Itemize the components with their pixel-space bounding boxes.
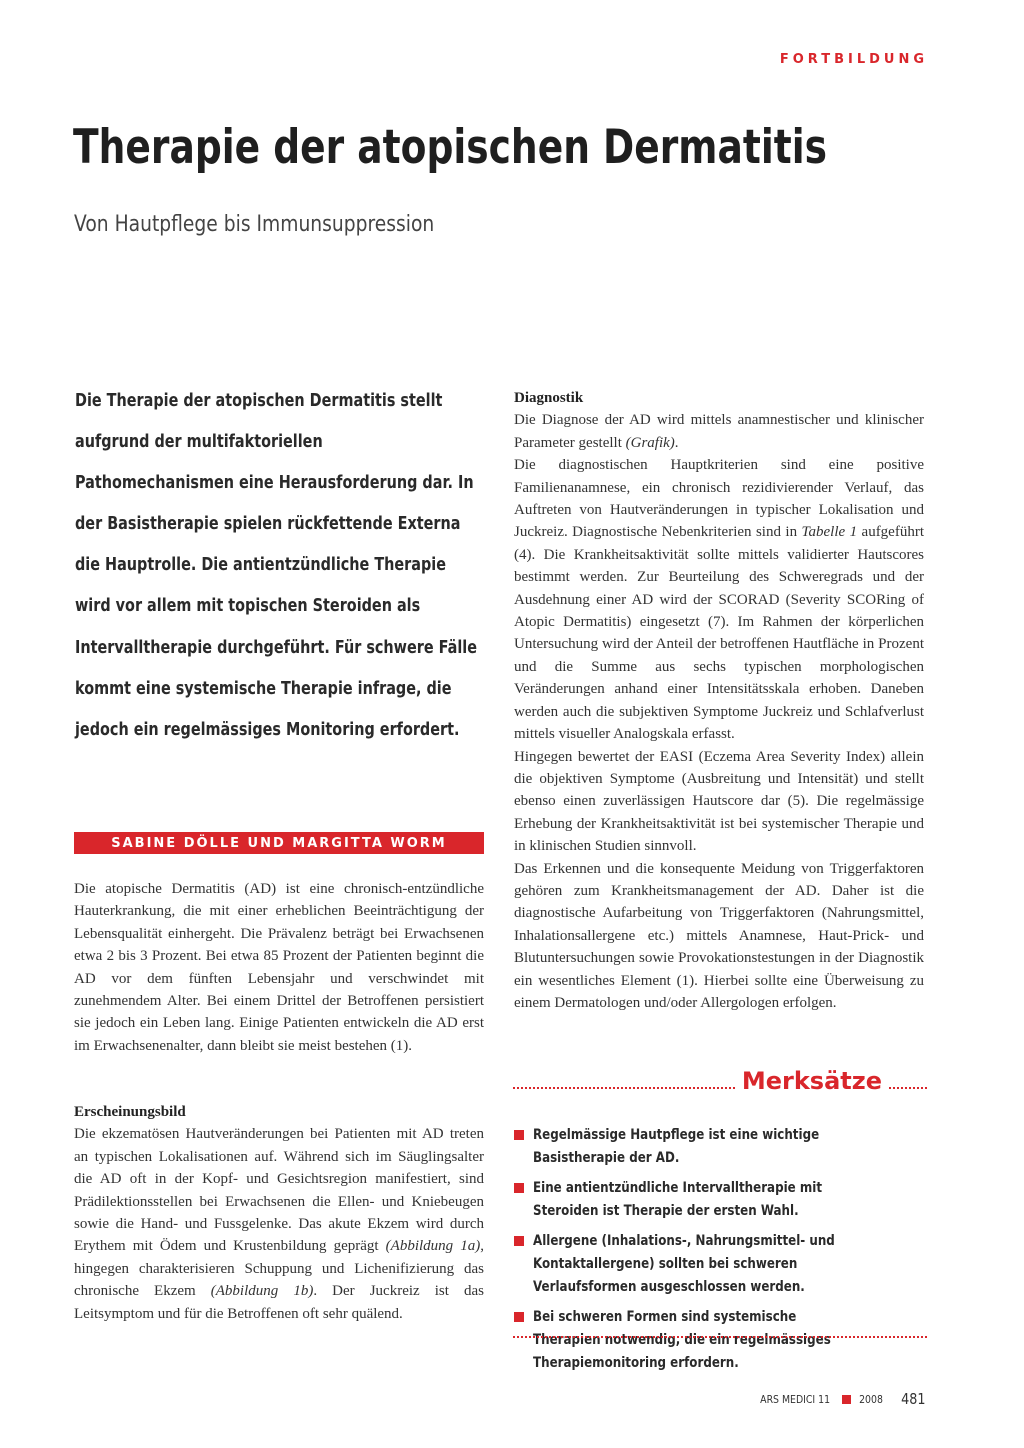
- merksaetze-list: [514, 1124, 926, 1382]
- issue-year: 2008: [859, 1392, 884, 1406]
- figure-reference: (Abbildung 1b): [210, 1283, 314, 1300]
- list-item: [514, 1230, 926, 1299]
- list-item-text: Bei schweren Formen sind systemische Therapien notwendig, die ein regelmässiges Therapiemonitoring erfordern.: [533, 1309, 831, 1371]
- table-reference: Tabelle 1: [801, 524, 858, 541]
- author-bar: [74, 832, 484, 854]
- section-erscheinungsbild: [74, 1101, 484, 1325]
- body-paragraph: Das Erkennen und die konsequente Meidung von Triggerfaktoren gehören zum Krankheitsmanagement der AD. Daher ist die diagnostische Aufarbeitung von Triggerfaktoren (Nahrungsmittel, Inhalationsallergene etc.) mittels Anamnese, Haut-Prick- und Blutuntersuchungen sowie Provokationstestungen in der Diagnostik ein wesentliches Element (1). Hierbei sollte eine Überweisung zu einem Dermatologen und/oder Allergologen erfolgen.: [514, 860, 924, 1011]
- square-bullet-icon: [514, 1312, 524, 1322]
- page-footer: [754, 1390, 928, 1408]
- list-item-text: Allergene (Inhalations-, Nahrungsmittel- und Kontaktallergene) sollten bei schweren Verlaufsformen ausgeschlossen werden.: [533, 1233, 835, 1295]
- figure-reference: (Abbildung 1a): [385, 1238, 481, 1255]
- list-item-text: Eine antientzündliche Intervalltherapie mit Steroiden ist Therapie der ersten Wahl.: [533, 1180, 823, 1219]
- section-diagnostik: [514, 387, 924, 1014]
- list-item-text: Regelmässige Hautpflege ist eine wichtige Basistherapie der AD.: [533, 1127, 820, 1166]
- body-paragraph: Die diagnostischen Hauptkriterien sind eine positive Familienanamnese, ein chronisch rezidivierender Verlauf, das Auftreten von Hautveränderungen in typischer Lokalisation und Juckreiz. Diagnostische Nebenkriterien sind in Tabelle 1 aufgeführt (4). Die Krankheitsaktivität sollte mittels validierter Hautscores bestimmt werden. Zur Beurteilung des Schweregrads und der Ausdehnung einer AD wird der SCORAD (Severity SCORing of Atopic Dermatitis) eingesetzt (7). Im Rahmen der körperlichen Untersuchung wird der Anteil der betroffenen Hautfläche in Prozent und die Summe aus sechs typischen morphologischen Veränderungen anhand einer Intensitätsskala erhoben. Daneben werden auch die subjektiven Symptome Juckreiz und Schlafverlust mittels visueller Analogskala erfasst.: [514, 457, 924, 743]
- square-bullet-icon: [514, 1130, 524, 1140]
- figure-reference: (Grafik): [625, 434, 675, 451]
- lead-paragraph: Die Therapie der atopischen Dermatitis stellt aufgrund der multifaktoriellen Pathomechanismen eine Herausforderung dar. In der Basistherapie spielen rückfettende Externa die Hauptrolle. Die antientzündliche Therapie wird vor allem mit topischen Steroiden als Intervalltherapie durchgeführt. Für schwere Fälle kommt eine systemische Therapie infrage, die jedoch ein regelmässiges Monitoring erfordert.: [75, 390, 477, 740]
- intro-paragraph: Die atopische Dermatitis (AD) ist eine chronisch-entzündliche Hauterkrankung, die mit einer erheblichen Beeinträchtigung der Lebensqualität einhergeht. Die Prävalenz beträgt bei Erwachsenen etwa 2 bis 3 Prozent. Bei etwa 85 Prozent der Patienten beginnt die AD vor dem fünften Lebensjahr und verschwindet mit zunehmendem Alter. Bei einem Drittel der Betroffenen persistiert sie jedoch ein Leben lang. Einige Patienten entwickeln die AD erst im Erwachsenenalter, dann bleibt sie meist bestehen (1).: [74, 881, 484, 1054]
- section-label: FORTBILDUNG: [779, 52, 928, 67]
- square-separator-icon: [842, 1395, 851, 1404]
- square-bullet-icon: [514, 1183, 524, 1193]
- list-item: [514, 1177, 926, 1223]
- journal-name: ARS MEDICI 11: [760, 1392, 831, 1406]
- page-number: 481: [901, 1390, 926, 1408]
- body-paragraph: Die ekzematösen Hautveränderungen bei Patienten mit AD treten an typischen Lokalisationen auf. Während sich im Säuglingsalter die AD oft in der Kopf- und Gesichtsregion manifestiert, sind Prädilektionsstellen bei Erwachsenen die Ellen- und Kniebeugen sowie die Hand- und Fussgelenke. Das akute Ekzem wird durch Erythem mit Ödem und Krustenbildung geprägt (Abbildung 1a), hingegen charakterisieren Schuppung und Lichenifizierung das chronische Ekzem (Abbildung 1b). Der Juckreiz ist das Leitsymptom und für die Betroffenen oft sehr quälend.: [74, 1126, 484, 1322]
- merksaetze-header: [513, 1068, 927, 1094]
- dotted-rule: [513, 1086, 735, 1089]
- article-subtitle: Von Hautpflege bis Immunsuppression: [74, 212, 435, 237]
- article-title: Therapie der atopischen Dermatitis: [73, 120, 827, 175]
- section-heading: Diagnostik: [514, 390, 584, 406]
- list-item: [514, 1124, 926, 1170]
- author-names: SABINE DÖLLE UND MARGITTA WORM: [111, 835, 447, 851]
- list-item: [514, 1306, 926, 1375]
- merksaetze-title: Merksätze: [741, 1067, 882, 1095]
- square-bullet-icon: [514, 1236, 524, 1246]
- dotted-rule: [513, 1336, 927, 1338]
- dotted-rule: [889, 1086, 927, 1089]
- body-paragraph: Hingegen bewertet der EASI (Eczema Area Severity Index) allein die objektiven Symptome (Ausbreitung und Intensität) und stellt ebenso einen zuverlässigen Hautscore dar (5). Die regelmässige Erhebung der Krankheitsaktivität ist bei systemischer Therapie und in klinischen Studien sinnvoll.: [514, 748, 924, 855]
- body-paragraph: Die Diagnose der AD wird mittels anamnestischer und klinischer Parameter gestellt (Grafik).: [514, 412, 924, 451]
- section-heading: Erscheinungsbild: [74, 1104, 186, 1120]
